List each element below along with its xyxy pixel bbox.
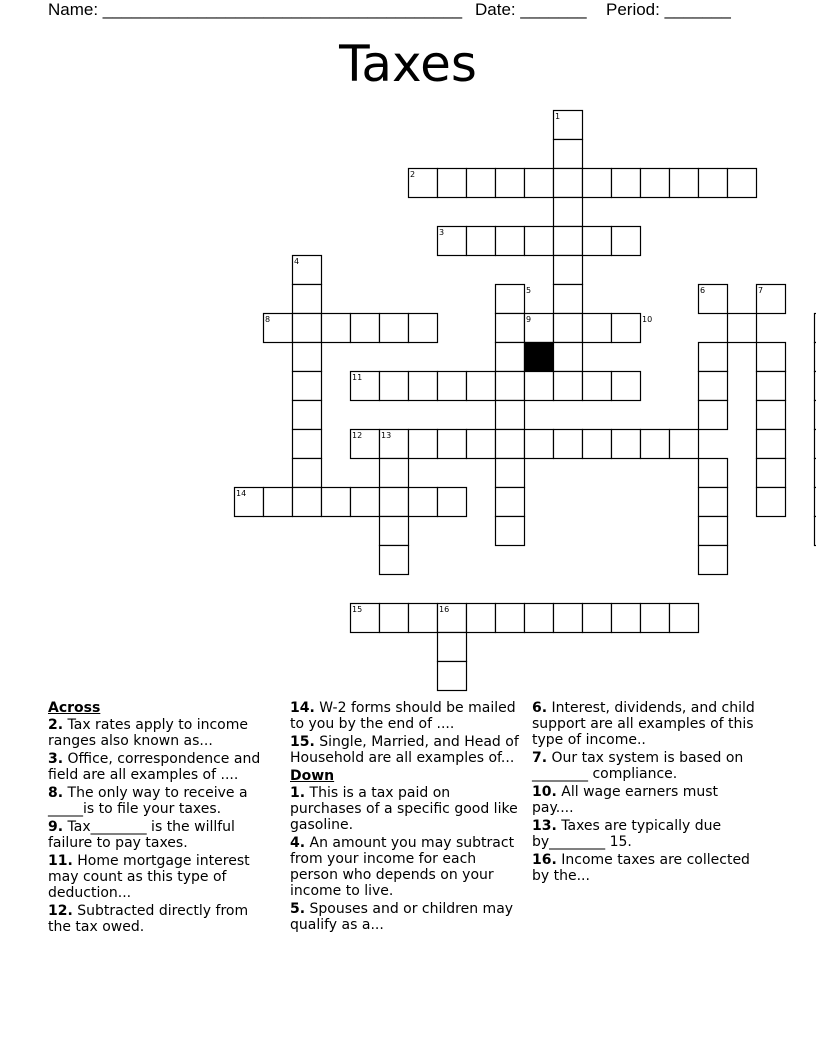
clue-number-8: 8 xyxy=(265,315,271,324)
name-field-label: Name: ______________________________________ xyxy=(48,0,463,19)
grid-cell[interactable] xyxy=(293,430,322,459)
grid-cell[interactable] xyxy=(699,517,728,546)
grid-cell[interactable] xyxy=(496,604,525,633)
grid-cell[interactable] xyxy=(612,314,641,343)
clue-number-15: 15 xyxy=(352,605,363,614)
across-heading: Across xyxy=(48,700,101,716)
grid-cell[interactable] xyxy=(351,314,380,343)
grid-cell[interactable] xyxy=(293,488,322,517)
grid-cell[interactable] xyxy=(554,372,583,401)
grid-cell[interactable] xyxy=(757,488,786,517)
grid-cell[interactable] xyxy=(264,488,293,517)
grid-cell[interactable] xyxy=(467,372,496,401)
grid-cell[interactable] xyxy=(641,604,670,633)
clues-column-3 xyxy=(532,700,764,886)
clue-across-11: 11. Home mortgage interest may count as this type of deduction... xyxy=(48,853,250,901)
grid-cell[interactable] xyxy=(612,169,641,198)
grid-cell[interactable] xyxy=(554,198,583,227)
grid-cell[interactable] xyxy=(699,459,728,488)
grid-cell[interactable] xyxy=(583,372,612,401)
grid-cell[interactable] xyxy=(554,227,583,256)
clue-number-7: 7 xyxy=(758,286,764,295)
grid-cell[interactable] xyxy=(322,488,351,517)
grid-cell[interactable] xyxy=(554,140,583,169)
clue-number-1: 1 xyxy=(555,112,561,121)
grid-cell[interactable] xyxy=(728,169,757,198)
grid-cell[interactable] xyxy=(293,343,322,372)
grid-cell[interactable] xyxy=(612,227,641,256)
grid-cell[interactable] xyxy=(293,459,322,488)
clue-across-12: 12. Subtracted directly from the tax owed. xyxy=(48,903,249,935)
grid-cell[interactable] xyxy=(293,372,322,401)
grid-cell[interactable] xyxy=(409,372,438,401)
grid-cell[interactable] xyxy=(496,372,525,401)
grid-cell[interactable] xyxy=(380,546,409,575)
grid-cell[interactable] xyxy=(293,401,322,430)
grid-cell[interactable] xyxy=(438,488,467,517)
grid-cell[interactable] xyxy=(554,604,583,633)
grid-cell[interactable] xyxy=(583,430,612,459)
grid-cell[interactable] xyxy=(409,430,438,459)
clue-number-16: 16 xyxy=(439,605,450,614)
grid-cell[interactable] xyxy=(467,430,496,459)
grid-cell[interactable] xyxy=(438,372,467,401)
grid-cell[interactable] xyxy=(380,604,409,633)
grid-cell[interactable] xyxy=(293,285,322,314)
clue-down-5: 5. Spouses and or children may qualify as a... xyxy=(290,901,514,933)
grid-cell[interactable] xyxy=(380,314,409,343)
clue-number-11: 11 xyxy=(352,373,363,382)
clue-number-13: 13 xyxy=(381,431,392,440)
grid-cell[interactable] xyxy=(467,169,496,198)
grid-cell[interactable] xyxy=(699,343,728,372)
blocked-cell xyxy=(525,343,554,372)
grid-cell[interactable] xyxy=(525,372,554,401)
grid-cell[interactable] xyxy=(525,430,554,459)
grid-cell[interactable] xyxy=(496,459,525,488)
grid-cell[interactable] xyxy=(554,256,583,285)
clues-column-1 xyxy=(48,700,268,937)
grid-cell[interactable] xyxy=(293,314,322,343)
clue-down-6: 6. Interest, dividends, and child support are all examples of this type of income.. xyxy=(532,700,755,748)
clue-number-5: 5 xyxy=(526,286,532,295)
grid-cell[interactable] xyxy=(670,430,699,459)
grid-cell[interactable] xyxy=(554,169,583,198)
grid-cell[interactable] xyxy=(670,169,699,198)
clues-column-2 xyxy=(290,700,522,935)
grid-cell[interactable] xyxy=(409,488,438,517)
grid-cell[interactable] xyxy=(496,430,525,459)
clue-down-1: 1. This is a tax paid on purchases of a specific good like gasoline. xyxy=(290,785,518,833)
grid-cell[interactable] xyxy=(699,401,728,430)
grid-cell[interactable] xyxy=(525,227,554,256)
grid-cell[interactable] xyxy=(409,314,438,343)
page-title: Taxes xyxy=(339,35,477,93)
grid-cell[interactable] xyxy=(699,372,728,401)
clue-number-9: 9 xyxy=(526,315,532,324)
grid-cell[interactable] xyxy=(757,459,786,488)
grid-cell[interactable] xyxy=(554,285,583,314)
grid-cell[interactable] xyxy=(699,546,728,575)
grid-cell[interactable] xyxy=(757,343,786,372)
grid-cell[interactable] xyxy=(380,459,409,488)
grid-cell[interactable] xyxy=(496,227,525,256)
grid-cell[interactable] xyxy=(496,343,525,372)
grid-cell[interactable] xyxy=(525,169,554,198)
down-heading: Down xyxy=(290,768,335,784)
clue-across-14: 14. W-2 forms should be mailed to you by the end of .... xyxy=(290,700,516,732)
clue-down-13: 13. Taxes are typically due by________ 15. xyxy=(532,818,722,850)
clue-down-4: 4. An amount you may subtract from your income for each person who depends on your income to live. xyxy=(290,835,515,899)
grid-cell[interactable] xyxy=(496,401,525,430)
clue-number-6: 6 xyxy=(700,286,706,295)
grid-cell[interactable] xyxy=(583,604,612,633)
grid-cell[interactable] xyxy=(467,604,496,633)
grid-cell[interactable] xyxy=(554,430,583,459)
grid-cell[interactable] xyxy=(583,314,612,343)
grid-cell[interactable] xyxy=(380,488,409,517)
grid-cell[interactable] xyxy=(438,430,467,459)
clue-number-12: 12 xyxy=(352,431,363,440)
clue-number-10: 10 xyxy=(642,315,653,324)
grid-cell[interactable] xyxy=(554,314,583,343)
grid-cell[interactable] xyxy=(438,169,467,198)
clue-number-2: 2 xyxy=(410,170,416,179)
grid-cell[interactable] xyxy=(670,604,699,633)
grid-cell[interactable] xyxy=(438,633,467,662)
grid-cell[interactable] xyxy=(380,372,409,401)
grid-cell[interactable] xyxy=(612,430,641,459)
clue-across-3: 3. Office, correspondence and field are all examples of .... xyxy=(48,751,261,783)
clue-number-3: 3 xyxy=(439,228,445,237)
clue-number-4: 4 xyxy=(294,257,300,266)
grid-cell[interactable] xyxy=(612,372,641,401)
clue-down-10: 10. All wage earners must pay.... xyxy=(532,784,719,816)
date-field-label: Date: _______ xyxy=(475,0,587,19)
grid-cell[interactable] xyxy=(612,604,641,633)
grid-cell[interactable] xyxy=(438,662,467,691)
grid-cell[interactable] xyxy=(641,430,670,459)
grid-cell[interactable] xyxy=(409,604,438,633)
clue-across-8: 8. The only way to receive a _____is to file your taxes. xyxy=(48,785,248,817)
grid-cell[interactable] xyxy=(496,169,525,198)
grid-cell[interactable] xyxy=(583,227,612,256)
grid-cell[interactable] xyxy=(583,169,612,198)
grid-cell[interactable] xyxy=(322,314,351,343)
clue-across-2: 2. Tax rates apply to income ranges also known as... xyxy=(48,717,249,749)
grid-cell[interactable] xyxy=(757,430,786,459)
grid-cell[interactable] xyxy=(496,314,525,343)
period-field-label: Period: _______ xyxy=(606,0,731,19)
clue-across-9: 9. Tax________ is the willful failure to pay taxes. xyxy=(48,819,235,851)
grid-cell[interactable] xyxy=(525,604,554,633)
grid-cell[interactable] xyxy=(467,227,496,256)
clue-number-14: 14 xyxy=(236,489,247,498)
clue-down-7: 7. Our tax system is based on ________ compliance. xyxy=(532,750,744,782)
grid-cell[interactable] xyxy=(496,517,525,546)
grid-cell[interactable] xyxy=(380,517,409,546)
grid-cell[interactable] xyxy=(641,169,670,198)
grid-cell[interactable] xyxy=(728,314,757,343)
grid-cell[interactable] xyxy=(496,285,525,314)
grid-cell[interactable] xyxy=(757,401,786,430)
grid-cell[interactable] xyxy=(496,488,525,517)
grid-cell[interactable] xyxy=(699,169,728,198)
grid-cell[interactable] xyxy=(757,372,786,401)
grid-cell[interactable] xyxy=(351,488,380,517)
clue-across-15: 15. Single, Married, and Head of Household are all examples of... xyxy=(290,734,519,766)
grid-cell[interactable] xyxy=(554,343,583,372)
clue-down-16: 16. Income taxes are collected by the... xyxy=(532,852,750,884)
grid-cell[interactable] xyxy=(699,488,728,517)
